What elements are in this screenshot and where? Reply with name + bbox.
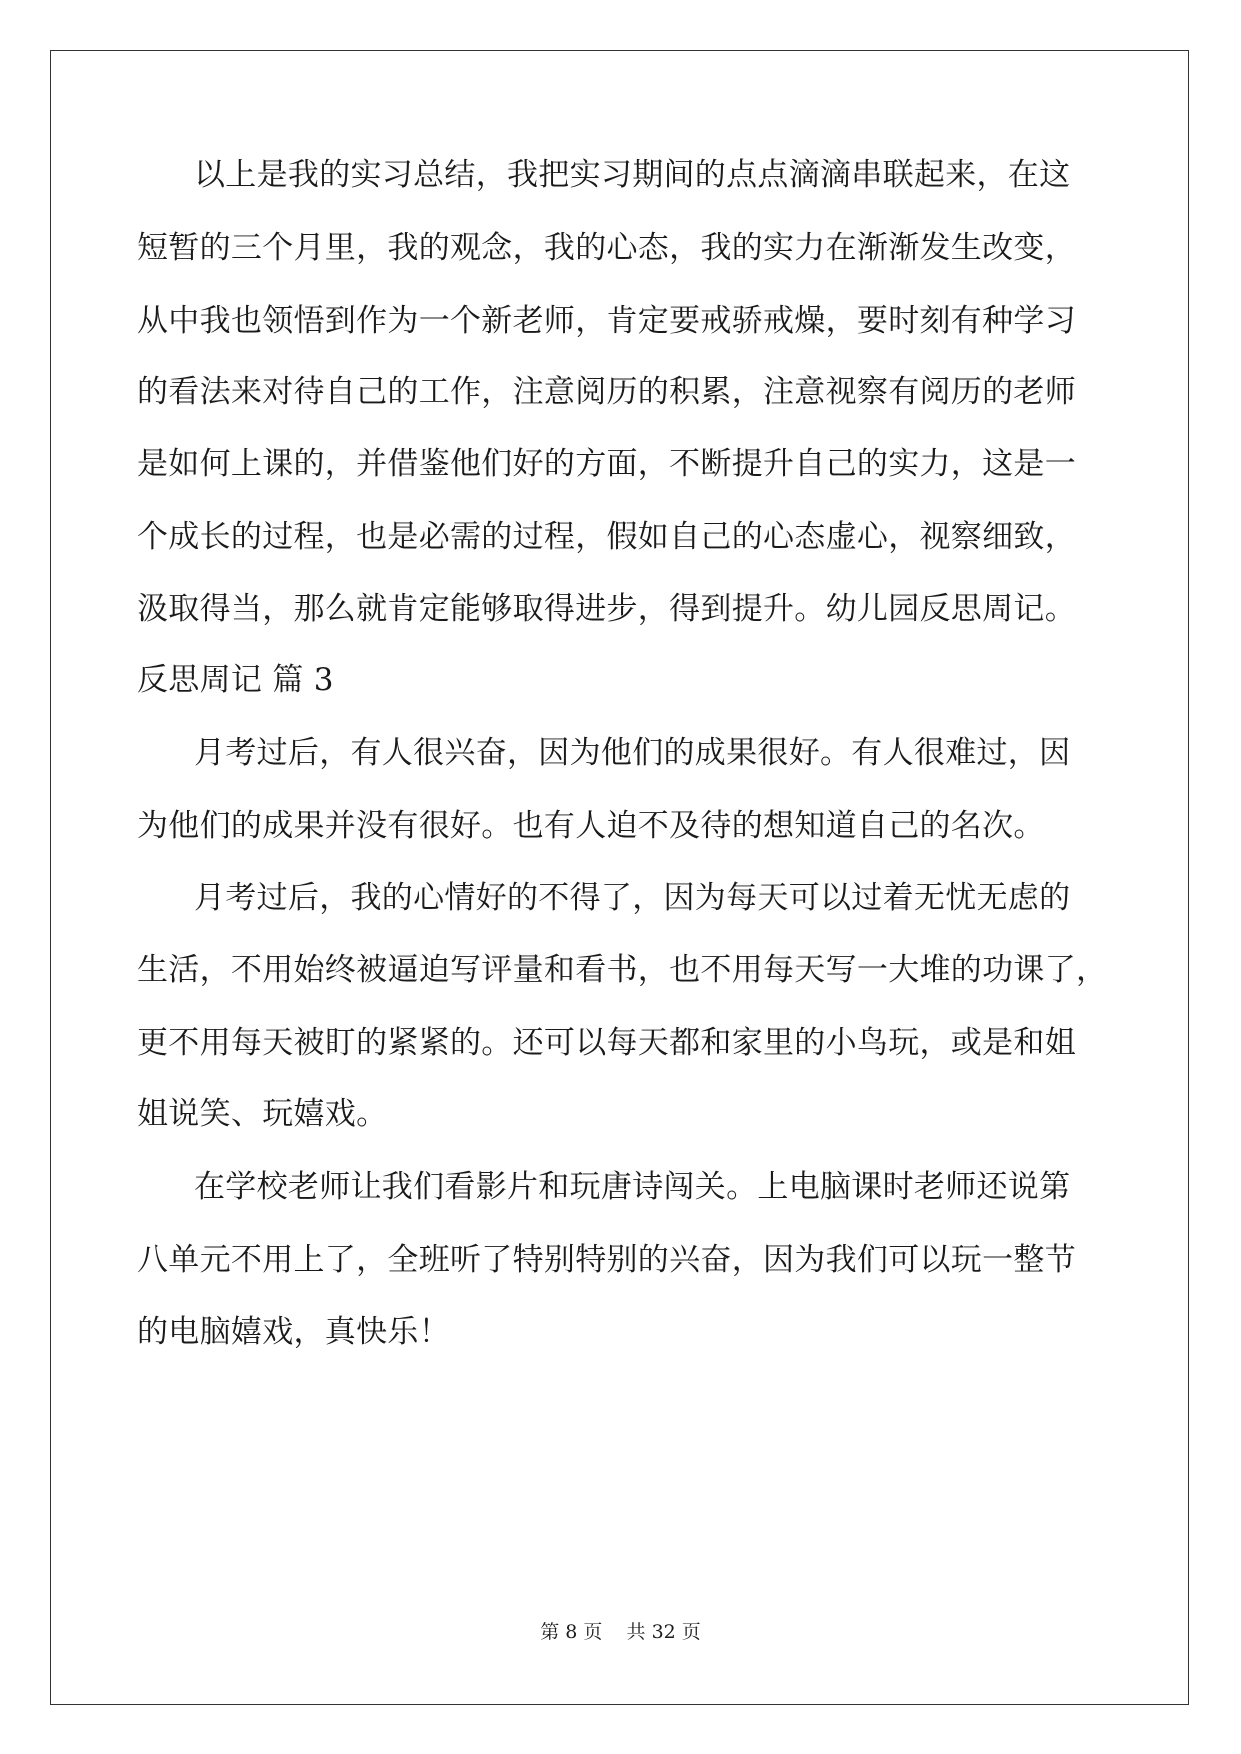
paragraph-line: 为他们的成果并没有很好。也有人迫不及待的想知道自己的名次。: [137, 808, 1045, 844]
paragraph-line: 是如何上课的，并借鉴他们好的方面，不断提升自己的实力，这是一: [137, 446, 1076, 482]
page-footer: [0, 1620, 1241, 1644]
paragraph-line: 的电脑嬉戏，真快乐！: [137, 1314, 450, 1350]
paragraph-line: 生活，不用始终被逼迫写评量和看书，也不用每天写一大堆的功课了，: [137, 952, 1108, 988]
paragraph-line: 的看法来对待自己的工作，注意阅历的积累，注意视察有阅历的老师: [137, 374, 1076, 410]
paragraph-line: 八单元不用上了，全班听了特别特别的兴奋，因为我们可以玩一整节: [137, 1242, 1076, 1278]
section-heading: 反思周记 篇 3: [137, 662, 334, 698]
paragraph-line: 月考过后，我的心情好的不得了，因为每天可以过着无忧无虑的: [194, 880, 1071, 916]
paragraph-line: 个成长的过程，也是必需的过程，假如自己的心态虚心，视察细致，: [137, 519, 1076, 555]
paragraph-line: 月考过后，有人很兴奋，因为他们的成果很好。有人很难过，因: [194, 735, 1071, 771]
paragraph-line: 从中我也领悟到作为一个新老师，肯定要戒骄戒燥，要时刻有种学习: [137, 303, 1076, 339]
page-number: 第 8 页: [540, 1621, 603, 1643]
paragraph-line: 在学校老师让我们看影片和玩唐诗闯关。上电脑课时老师还说第: [194, 1169, 1071, 1205]
paragraph-line: 汲取得当，那么就肯定能够取得进步，得到提升。幼儿园反思周记。: [137, 591, 1076, 627]
paragraph-line: 短暂的三个月里，我的观念，我的心态，我的实力在渐渐发生改变，: [137, 230, 1076, 266]
page-total: 共 32 页: [626, 1621, 701, 1643]
paragraph-line: 更不用每天被盯的紧紧的。还可以每天都和家里的小鸟玩，或是和姐: [137, 1025, 1076, 1061]
paragraph-line: 以上是我的实习总结，我把实习期间的点点滴滴串联起来，在这: [194, 157, 1071, 193]
paragraph-line: 姐说笑、玩嬉戏。: [137, 1096, 388, 1132]
